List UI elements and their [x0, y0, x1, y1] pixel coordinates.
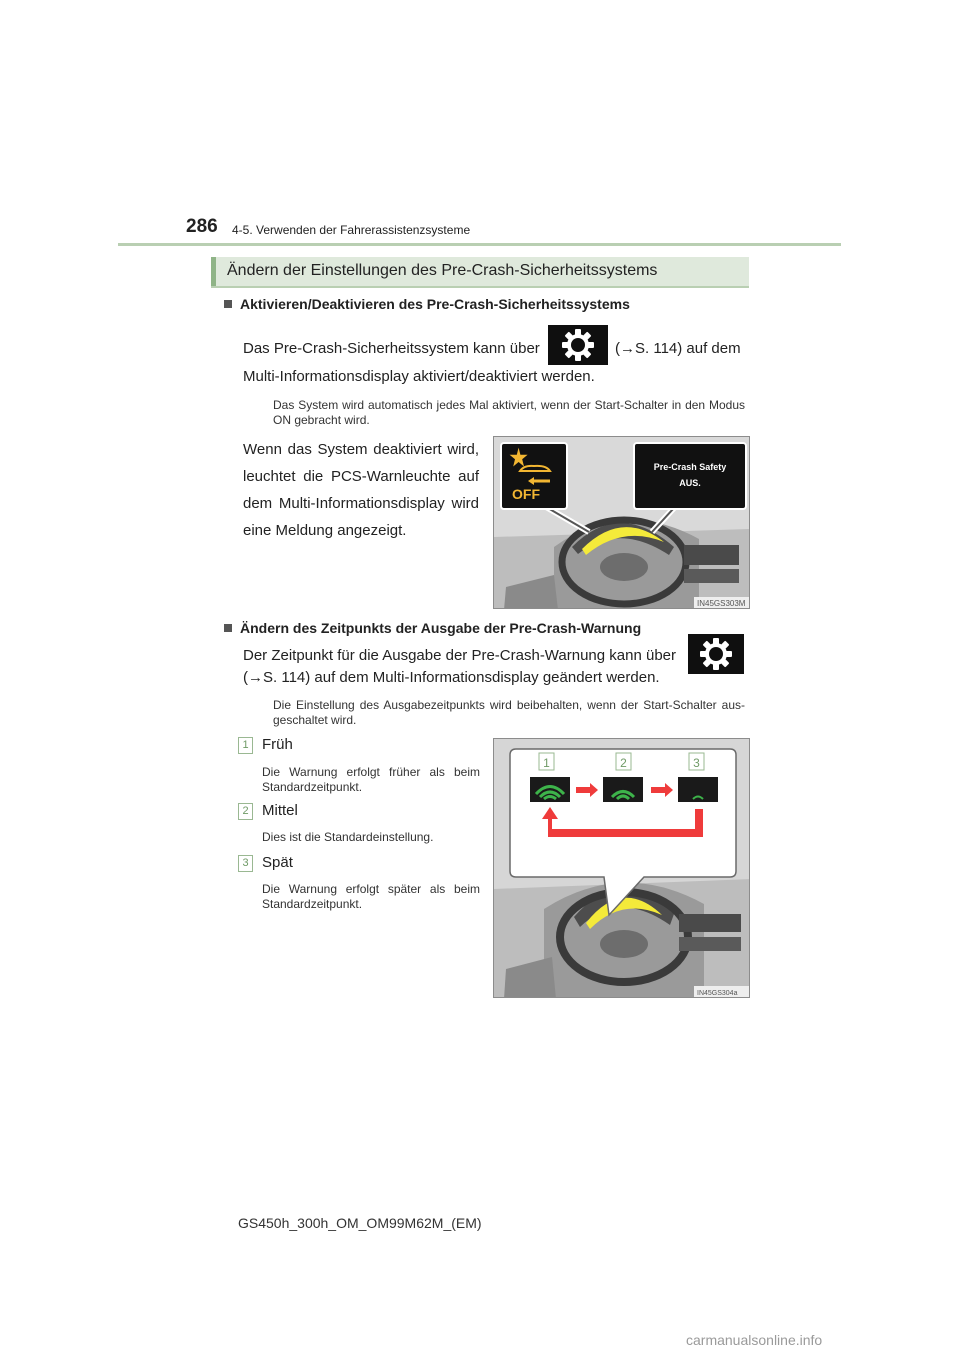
section-heading: [211, 257, 749, 287]
subsection-title: Ändern des Zeitpunkts der Ausgabe der Pre-Crash-Warnung: [240, 620, 642, 636]
timing-text-line1: Der Zeitpunkt für die Ausgabe der Pre-Crash-Warnung kann über: [243, 647, 677, 664]
item-number: 2: [238, 803, 253, 820]
section-divider: [211, 286, 749, 288]
subsection-title: Aktivieren/Deaktivieren des Pre-Crash-Sicherheitssystems: [240, 296, 630, 312]
item-title: Mittel: [262, 802, 298, 819]
square-bullet-icon: [224, 624, 232, 632]
square-bullet-icon: [224, 300, 232, 308]
svg-text:3: 3: [693, 756, 700, 770]
svg-text:2: 2: [620, 756, 627, 770]
activate-note: Das System wird automatisch jedes Mal aktiviert, wenn der Start-Schalter in den Modus ON gebracht wird.: [273, 398, 745, 427]
dashboard-illustration: [494, 437, 750, 609]
document-code: GS450h_300h_OM_OM99M62M_(EM): [238, 1215, 482, 1231]
off-label: OFF: [512, 486, 540, 502]
watermark: carmanualsonline.info: [686, 1332, 823, 1348]
deactivated-text: Wenn das System deaktiviert wird, leuchtet die PCS-Warnleuchte auf dem Multi-Informationsdisplay wird eine Meldung angezeigt.: [243, 441, 479, 539]
timing-illustration: [494, 739, 750, 998]
figure-warning-timing: [493, 738, 750, 998]
display-line2: AUS.: [679, 478, 701, 488]
chapter-title: 4-5. Verwenden der Fahrerassistenzsysteme: [232, 223, 471, 237]
activate-text-part1: Das Pre-Crash-Sicherheitssystem kann über: [243, 340, 540, 357]
item-number: 3: [238, 855, 253, 872]
header-divider: [118, 243, 841, 246]
figure-code: IN45GS304a: [697, 990, 738, 997]
display-line1: Pre-Crash Safety: [653, 462, 727, 472]
item-desc: Dies ist die Standardeinstellung.: [262, 830, 434, 844]
subsection-heading-activate: [224, 296, 630, 312]
item-number: 1: [238, 737, 253, 754]
figure-code: IN45GS303M: [697, 599, 746, 608]
item-desc: Die Warnung erfolgt früher als beim Standardzeitpunkt.: [262, 765, 480, 794]
item-desc: Die Warnung erfolgt später als beim Standardzeitpunkt.: [262, 882, 480, 911]
section-title: Ändern der Einstellungen des Pre-Crash-Sicherheitssystems: [227, 262, 658, 279]
gear-icon: [548, 325, 608, 365]
activate-text-line2: Multi-Informationsdisplay aktiviert/deaktiviert werden.: [243, 368, 595, 385]
item-title: Früh: [262, 736, 293, 753]
figure-pcs-off: [493, 436, 750, 609]
svg-text:1: 1: [543, 756, 550, 770]
timing-note: Die Einstellung des Ausgabezeitpunkts wird beibehalten, wenn der Start-Schalter aus-geschaltet wird.: [273, 698, 745, 727]
page-number: 286: [186, 216, 218, 237]
activate-text-ref: (→S. 114) auf dem: [615, 340, 741, 357]
gear-icon: [688, 634, 744, 674]
timing-text-line2: (→S. 114) auf dem Multi-Informationsdisplay geändert werden.: [243, 669, 660, 686]
item-title: Spät: [262, 854, 293, 871]
subsection-heading-timing: [224, 620, 641, 636]
